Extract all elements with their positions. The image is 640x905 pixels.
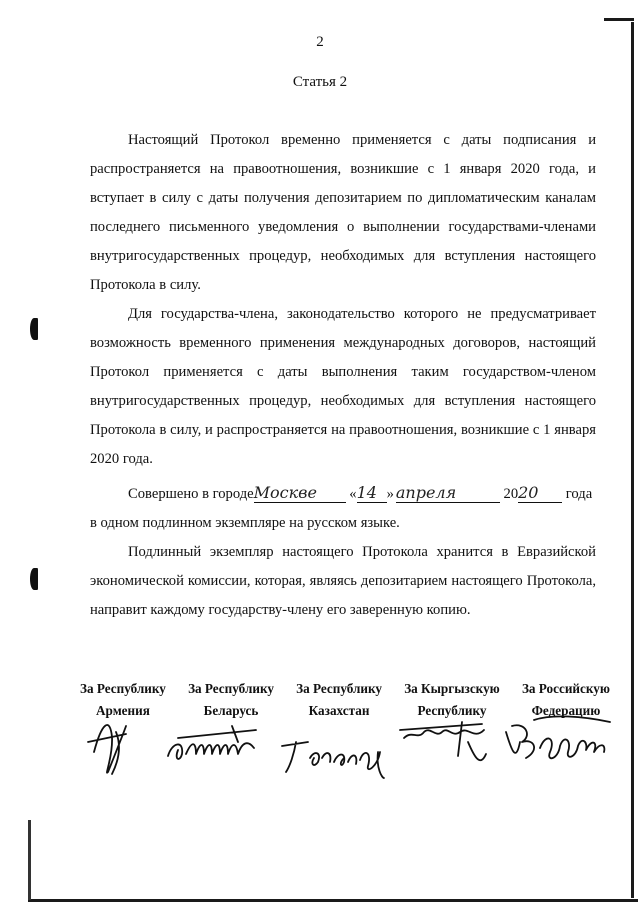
signatory-line-1: За Кыргызскую — [404, 681, 500, 696]
signature-kyrgyzstan — [400, 722, 486, 760]
signatory-line-2: Беларусь — [203, 703, 259, 718]
paragraph-3 — [90, 538, 596, 625]
quote-open: « — [349, 486, 357, 502]
punch-hole-mark — [30, 568, 38, 590]
signature-kazakhstan — [282, 742, 384, 778]
quote-close: » — [386, 486, 394, 502]
signatory-line-2: Республику — [417, 703, 487, 718]
year-field: 20 — [518, 484, 562, 503]
done-clause-line-1 — [90, 480, 596, 509]
signatory-line-2: Армения — [96, 703, 150, 718]
paragraph-2-text: Для государства-члена, законодательство которого не предусматривает возможность временного применения международных договоров, настоящий Протокол применяется с даты выполнения таким государством-членом внутригосударственных процедур, необходимых для вступления настоящего Протокола в силу, и распространяется на правоотношения, возникшие с 1 января 2020 года. — [90, 306, 596, 467]
year-prefix: 20 — [503, 486, 519, 502]
scan-edge-left — [28, 820, 31, 900]
paragraph-1 — [90, 126, 596, 300]
scan-edge-right — [631, 22, 634, 898]
signatory-line-1: За Республику — [80, 681, 166, 696]
signatory-line-1: За Республику — [296, 681, 383, 696]
paragraph-3-text: Подлинный экземпляр настоящего Протокола хранится в Евразийской экономической комиссии, которая, являясь депозитарием настоящего Протокола, направит каждому государству-члену его заверенную копию. — [90, 544, 596, 618]
signatory-line-1: За Российскую — [521, 681, 610, 696]
signature-russia — [506, 716, 610, 758]
article-title: Статья 2 — [292, 74, 348, 90]
signatory-line-1: За Республику — [188, 681, 274, 696]
city-field: Москве — [254, 484, 346, 503]
signatory-line-2: Казахстан — [308, 703, 370, 718]
page-number: 2 — [316, 34, 324, 50]
done-clause — [90, 480, 596, 538]
done-clause-line-2: в одном подлинном экземпляре на русском языке. — [90, 515, 400, 531]
paragraph-1-text: Настоящий Протокол временно применяется с даты подписания и распространяется на правоотношения, возникшие с 1 января 2020 года, и вступает в силу с даты получения депозитарием по дипломатическим каналам последнего письменного уведомления о выполнении государствами-членами внутригосударственных процедур, необходимых для вступления настоящего Протокола в силу. — [90, 132, 596, 293]
punch-hole-mark — [30, 318, 38, 340]
signature-belarus — [168, 726, 256, 759]
scan-edge-top — [604, 18, 634, 21]
day-field: 14 — [357, 484, 387, 503]
scan-edge-bottom — [28, 899, 638, 902]
signature-armenia — [88, 725, 126, 774]
month-field: апреля — [396, 484, 500, 503]
signatory-line-2: Федерацию — [531, 703, 601, 718]
year-word: года — [565, 486, 593, 502]
paragraph-2 — [90, 300, 596, 474]
done-prefix: Совершено в городе — [128, 486, 254, 502]
signatures-area — [82, 712, 612, 782]
